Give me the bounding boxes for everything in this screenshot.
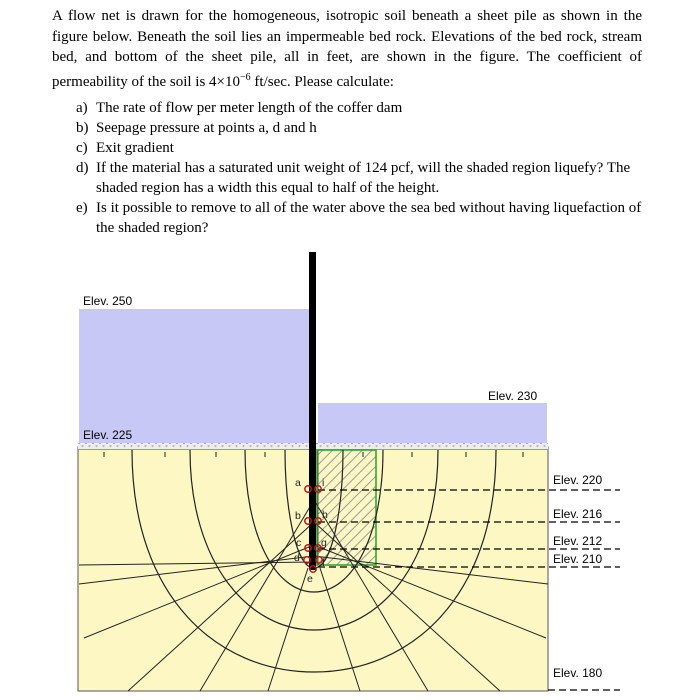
elev-label-bedrock: Elev. 180 (553, 666, 603, 680)
question-text: Is it possible to remove to all of the water above the sea bed without having liquefaction of the shaded region? (96, 200, 642, 236)
point-label-f: f (322, 557, 325, 569)
point-label-h: h (322, 509, 328, 521)
question-text: If the material has a saturated unit weight of 124 pcf, will the shaded region liquefy? The shaded region has a width this equal to half of the height. (96, 160, 631, 196)
question-label: b) (76, 120, 89, 136)
elev-label-216: Elev. 216 (553, 507, 603, 521)
elev-label-220: Elev. 220 (553, 473, 603, 487)
point-label-a: a (295, 477, 301, 489)
upstream-water (79, 309, 310, 446)
statement-text-1: A flow net is drawn for the homogeneous, isotropic soil beneath a sheet pile as shown in the figure below. Beneath the soil lies an impermeable bed rock. Elevations of the bed rock, stream bed, and bottom of the sheet pile, all in feet, are shown in the figure. The coefficient of permeability of the soil is 4×10 (52, 8, 642, 90)
elev-label-upstream: Elev. 250 (83, 294, 133, 308)
point-label-c: c (296, 537, 302, 549)
question-text: Seepage pressure at points a, d and h (96, 120, 317, 136)
elev-label-212: Elev. 212 (553, 534, 603, 548)
question-label: a) (76, 100, 88, 116)
statement-exponent: −6 (240, 71, 251, 83)
question-label: d) (76, 160, 89, 176)
downstream-water (318, 403, 547, 446)
point-label-g: g (321, 537, 327, 549)
statement-text-2: ft/sec. Please calculate: (250, 73, 394, 90)
point-label-b: b (295, 510, 301, 522)
question-text: Exit gradient (96, 140, 174, 156)
elev-label-ground: Elev. 225 (83, 428, 133, 442)
question-text: The rate of flow per meter length of the coffer dam (96, 100, 403, 116)
point-label-d: d (294, 552, 300, 564)
point-label-i: i (322, 477, 325, 489)
question-label: c) (76, 140, 88, 156)
question-label: e) (76, 200, 88, 216)
elev-label-downstream: Elev. 230 (488, 389, 538, 403)
elev-label-210: Elev. 210 (553, 552, 603, 566)
point-label-e: e (307, 573, 313, 585)
